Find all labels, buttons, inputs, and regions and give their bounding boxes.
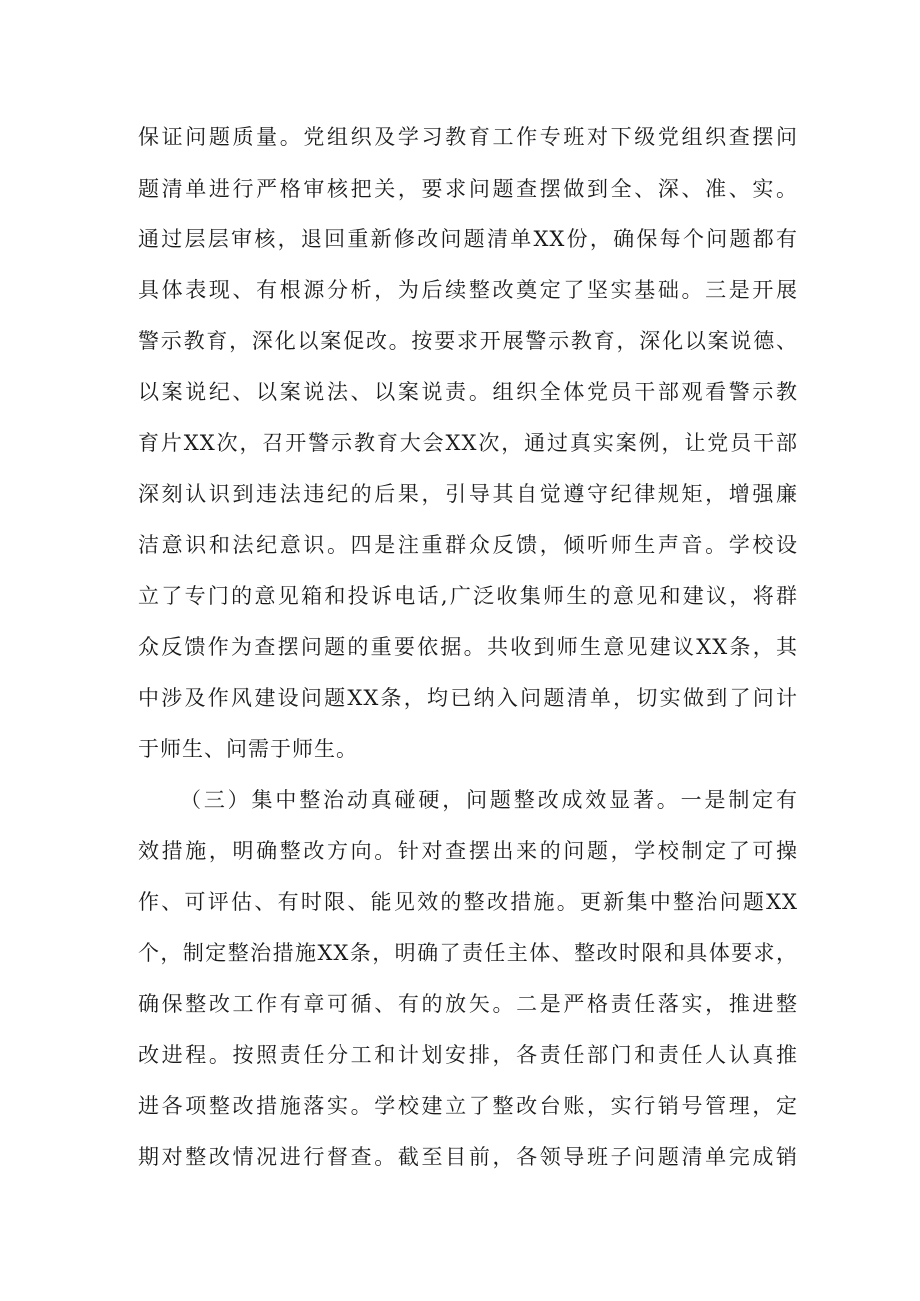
paragraph-2-line-1: （三）集中整治动真碰硬，问题整改成效显著。一是制定有	[180, 788, 798, 812]
paragraph-1-line-3: 通过层层审核，退回重新修改问题清单XX份，确保每个问题都有	[138, 227, 798, 251]
paragraph-2-line-5: 确保整改工作有章可循、有的放矢。二是严格责任落实，推进整	[138, 992, 798, 1016]
paragraph-1-line-12: 中涉及作风建设问题XX条，均已纳入问题清单，切实做到了问计	[138, 686, 798, 710]
paragraph-1-line-11: 众反馈作为查摆问题的重要依据。共收到师生意见建议XX条，其	[138, 635, 798, 659]
paragraph-1-line-5: 警示教育，深化以案促改。按要求开展警示教育，深化以案说德、	[138, 329, 798, 353]
paragraph-1-line-10: 立了专门的意见箱和投诉电话,广泛收集师生的意见和建议，将群	[138, 584, 798, 608]
paragraph-2-line-7: 进各项整改措施落实。学校建立了整改台账，实行销号管理，定	[138, 1094, 798, 1118]
paragraph-1-line-4: 具体表现、有根源分析，为后续整改奠定了坚实基础。三是开展	[138, 278, 798, 302]
paragraph-1-line-9: 洁意识和法纪意识。四是注重群众反馈，倾听师生声音。学校设	[138, 533, 798, 557]
paragraph-1-line-8: 深刻认识到违法违纪的后果，引导其自觉遵守纪律规矩，增强廉	[138, 482, 798, 506]
paragraph-1-line-1: 保证问题质量。党组织及学习教育工作专班对下级党组织查摆问	[138, 125, 798, 149]
paragraph-2-line-3: 作、可评估、有时限、能见效的整改措施。更新集中整治问题XX	[138, 890, 798, 914]
paragraph-2-line-6: 改进程。按照责任分工和计划安排，各责任部门和责任人认真推	[138, 1043, 798, 1067]
paragraph-1-line-6: 以案说纪、以案说法、以案说责。组织全体党员干部观看警示教	[138, 380, 798, 404]
paragraph-1-line-13: 于师生、问需于师生。	[138, 737, 358, 761]
paragraph-2-line-2: 效措施，明确整改方向。针对查摆出来的问题，学校制定了可操	[138, 839, 798, 863]
paragraph-1-line-2: 题清单进行严格审核把关，要求问题查摆做到全、深、准、实。	[138, 177, 798, 201]
paragraph-2-line-8: 期对整改情况进行督查。截至目前，各领导班子问题清单完成销	[138, 1145, 798, 1169]
paragraph-1-line-7: 育片XX次，召开警示教育大会XX次，通过真实案例，让党员干部	[138, 431, 798, 455]
paragraph-2-line-4: 个，制定整治措施XX条，明确了责任主体、整改时限和具体要求，	[138, 941, 798, 965]
